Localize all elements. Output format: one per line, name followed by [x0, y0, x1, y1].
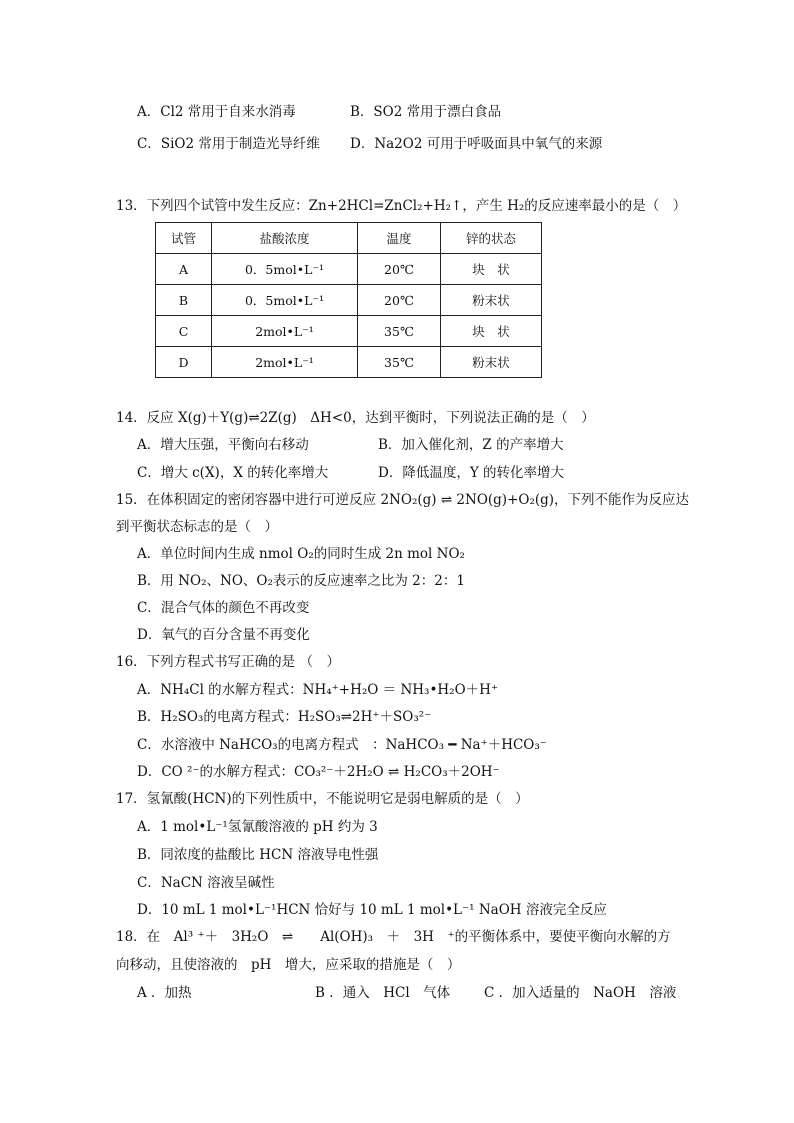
q15-option-b: B．用 NO₂、NO、O₂表示的反应速率之比为 2：2：1 [137, 573, 465, 589]
table-header: 试管 [156, 223, 212, 254]
table-row [156, 285, 542, 316]
q15-stem-line2: 到平衡状态标志的是（ ） [116, 519, 278, 535]
q18-stem-line2: 向移动，且使溶液的 pH 增大，应采取的措施是（ ） [116, 957, 461, 973]
q13-stem: 13．下列四个试管中发生反应：Zn+2HCl=ZnCl₂+H₂↑，产生 H₂的反应速率最小的是（ ） [116, 198, 687, 214]
q15-option-a: A．单位时间内生成 nmol O₂的同时生成 2n mol NO₂ [137, 546, 465, 562]
q15-option-d: D．氧气的百分含量不再变化 [137, 627, 310, 643]
table-cell: 0．5mol•L⁻¹ [212, 285, 358, 316]
q17-option-b: B．同浓度的盐酸比 HCN 溶液导电性强 [137, 847, 379, 863]
table-cell: 块 状 [441, 316, 542, 347]
table-cell: 0．5mol•L⁻¹ [212, 254, 358, 285]
q16-option-d: D．CO ²⁻的水解方程式：CO₃²⁻＋2H₂O ⇌ H₂CO₃＋2OH⁻ [137, 764, 500, 780]
table-header-row [156, 223, 542, 254]
table-cell: 20℃ [358, 285, 441, 316]
q12-option-d: D．Na2O2 可用于呼吸面具中氧气的来源 [350, 136, 603, 152]
q15-option-c: C．混合气体的颜色不再改变 [137, 600, 310, 616]
q12-option-b: B．SO2 常用于漂白食品 [350, 104, 502, 120]
q14-option-d: D．降低温度，Y 的转化率增大 [378, 465, 565, 481]
table-cell: A [156, 254, 212, 285]
table-cell: 块 状 [441, 254, 542, 285]
table-header: 盐酸浓度 [212, 223, 358, 254]
q12-option-c: C．SiO2 常用于制造光导纤维 [137, 136, 320, 152]
q14-option-c: C．增大 c(X)，X 的转化率增大 [137, 465, 329, 481]
q14-option-b: B．加入催化剂，Z 的产率增大 [378, 437, 564, 453]
q16-option-b: B．H₂SO₃的电离方程式：H₂SO₃⇌2H⁺＋SO₃²⁻ [137, 709, 432, 725]
q17-option-d: D．10 mL 1 mol•L⁻¹HCN 恰好与 10 mL 1 mol•L⁻¹ NaOH 溶液完全反应 [137, 902, 607, 918]
q16-option-c: C．水溶液中 NaHCO₃的电离方程式 ：NaHCO₃ ━ Na⁺＋HCO₃⁻ [137, 737, 547, 753]
table-cell: C [156, 316, 212, 347]
q18-option-b: B ．通入 HCl 气体 [315, 985, 451, 1001]
table-header: 锌的状态 [441, 223, 542, 254]
table-cell: 35℃ [358, 316, 441, 347]
q14-stem: 14．反应 X(g)＋Y(g)⇌2Z(g) ΔH<0，达到平衡时，下列说法正确的是（ ） [116, 410, 595, 426]
q16-stem: 16．下列方程式书写正确的是 （ ） [116, 654, 340, 670]
q15-stem-line1: 15．在体积固定的密闭容器中进行可逆反应 2NO₂(g) ⇌ 2NO(g)+O₂(g)，下列不能作为反应达 [116, 492, 690, 508]
q16-option-a: A．NH₄Cl 的水解方程式：NH₄⁺+H₂O ＝ NH₃•H₂O＋H⁺ [137, 682, 499, 698]
table-cell: 粉末状 [441, 347, 542, 378]
table-cell: 2mol•L⁻¹ [212, 316, 358, 347]
q14-option-a: A．增大压强，平衡向右移动 [137, 437, 309, 453]
q17-stem: 17．氢氰酸(HCN)的下列性质中，不能说明它是弱电解质的是（ ） [116, 791, 529, 807]
table-cell: 粉末状 [441, 285, 542, 316]
q17-option-a: A．1 mol•L⁻¹氢氰酸溶液的 pH 约为 3 [137, 819, 378, 835]
q17-option-c: C．NaCN 溶液呈碱性 [137, 875, 275, 891]
table-header: 温度 [358, 223, 441, 254]
q18-option-c: C ．加入适量的 NaOH 溶液 [484, 985, 677, 1001]
table-cell: 35℃ [358, 347, 441, 378]
q18-stem-line1: 18．在 Al³ ⁺＋ 3H₂O ⇌ Al(OH)₃ ＋ 3H ⁺的平衡体系中，要使平衡向水解的方 [116, 929, 671, 945]
reaction-rate-table [155, 222, 542, 378]
table-row [156, 347, 542, 378]
table-cell: B [156, 285, 212, 316]
table-cell: D [156, 347, 212, 378]
table-cell: 2mol•L⁻¹ [212, 347, 358, 378]
table-row [156, 254, 542, 285]
table-row [156, 316, 542, 347]
q12-option-a: A．Cl2 常用于自来水消毒 [137, 104, 296, 120]
q18-option-a: A ．加热 [137, 985, 192, 1001]
table-cell: 20℃ [358, 254, 441, 285]
